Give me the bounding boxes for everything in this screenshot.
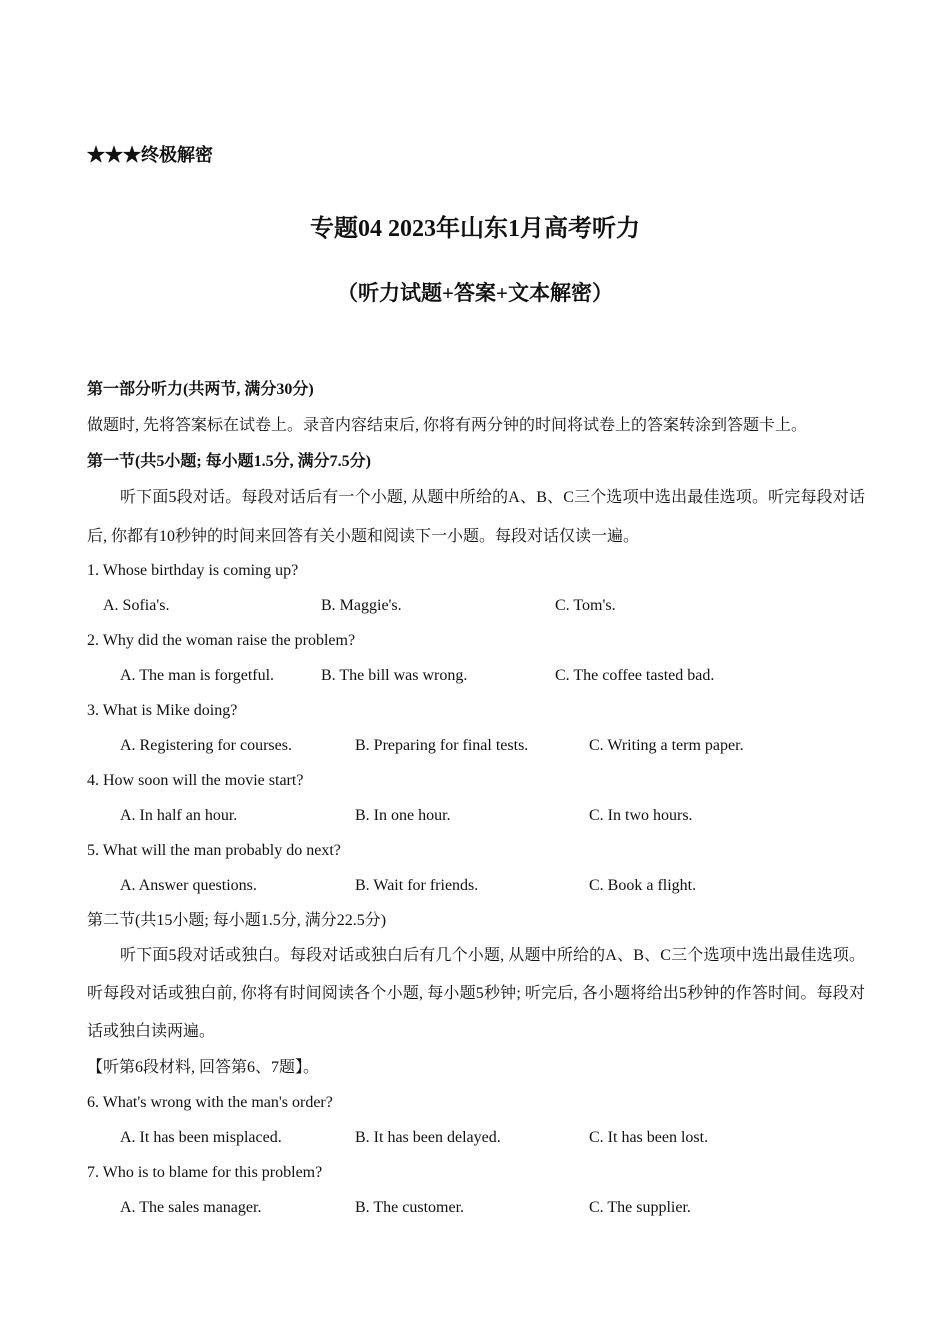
- page-subtitle: （听力试题+答案+文本解密）: [337, 281, 613, 305]
- question-5-option-a: A. Answer questions.: [120, 877, 257, 894]
- question-2-option-b: B. The bill was wrong.: [321, 667, 468, 684]
- question-1-option-b: B. Maggie's.: [321, 597, 402, 614]
- question-7: 7. Who is to blame for this problem?: [87, 1164, 323, 1181]
- question-4-option-b: B. In one hour.: [355, 807, 451, 824]
- material-note: 【听第6段材料, 回答第6、7题】。: [87, 1059, 320, 1076]
- question-6-option-c: C. It has been lost.: [589, 1129, 709, 1146]
- question-3-option-a: A. Registering for courses.: [120, 737, 292, 754]
- question-2-option-a: A. The man is forgetful.: [120, 667, 275, 684]
- question-3-option-c: C. Writing a term paper.: [589, 737, 744, 754]
- question-2-option-c: C. The coffee tasted bad.: [555, 667, 715, 684]
- question-6: 6. What's wrong with the man's order?: [87, 1094, 333, 1111]
- question-1-option-a: A. Sofia's.: [103, 597, 170, 614]
- question-5-option-b: B. Wait for friends.: [355, 877, 479, 894]
- part1-heading: 第一部分听力(共两节, 满分30分): [87, 381, 314, 398]
- section2-instruction: 听下面5段对话或独白。每段对话或独白后有几个小题, 从题中所给的A、B、C三个选项中选出最佳选项。听每段对话或独白前, 你将有时间阅读各个小题, 每小题5秒钟; 听完后, 各小题将给出5秒钟的作答时间。每段对话或独白读两遍。: [87, 947, 865, 1040]
- question-4-option-a: A. In half an hour.: [120, 807, 238, 824]
- question-2: 2. Why did the woman raise the problem?: [87, 632, 356, 649]
- question-5: 5. What will the man probably do next?: [87, 842, 341, 859]
- question-7-option-a: A. The sales manager.: [120, 1199, 262, 1216]
- question-4-option-c: C. In two hours.: [589, 807, 693, 824]
- section1-instruction: 听下面5段对话。每段对话后有一个小题, 从题中所给的A、B、C三个选项中选出最佳选项。听完每段对话后, 你都有10秒钟的时间来回答有关小题和阅读下一小题。每段对话仅读一遍。: [87, 489, 865, 545]
- question-7-option-b: B. The customer.: [355, 1199, 465, 1216]
- question-1: 1. Whose birthday is coming up?: [87, 562, 299, 579]
- question-3-option-b: B. Preparing for final tests.: [355, 737, 529, 754]
- part1-instruction: 做题时, 先将答案标在试卷上。录音内容结束后, 你将有两分钟的时间将试卷上的答案转涂到答题卡上。: [87, 417, 808, 434]
- question-6-option-b: B. It has been delayed.: [355, 1129, 501, 1146]
- question-3: 3. What is Mike doing?: [87, 702, 238, 719]
- page-title: 专题04 2023年山东1月高考听力: [310, 216, 640, 242]
- section2-heading: 第二节(共15小题; 每小题1.5分, 满分22.5分): [87, 912, 387, 929]
- question-5-option-c: C. Book a flight.: [589, 877, 697, 894]
- question-6-option-a: A. It has been misplaced.: [120, 1129, 282, 1146]
- question-4: 4. How soon will the movie start?: [87, 772, 304, 789]
- section1-heading: 第一节(共5小题; 每小题1.5分, 满分7.5分): [87, 453, 371, 470]
- question-7-option-c: C. The supplier.: [589, 1199, 691, 1216]
- top-tag: ★★★终极解密: [87, 145, 213, 165]
- question-1-option-c: C. Tom's.: [555, 597, 616, 614]
